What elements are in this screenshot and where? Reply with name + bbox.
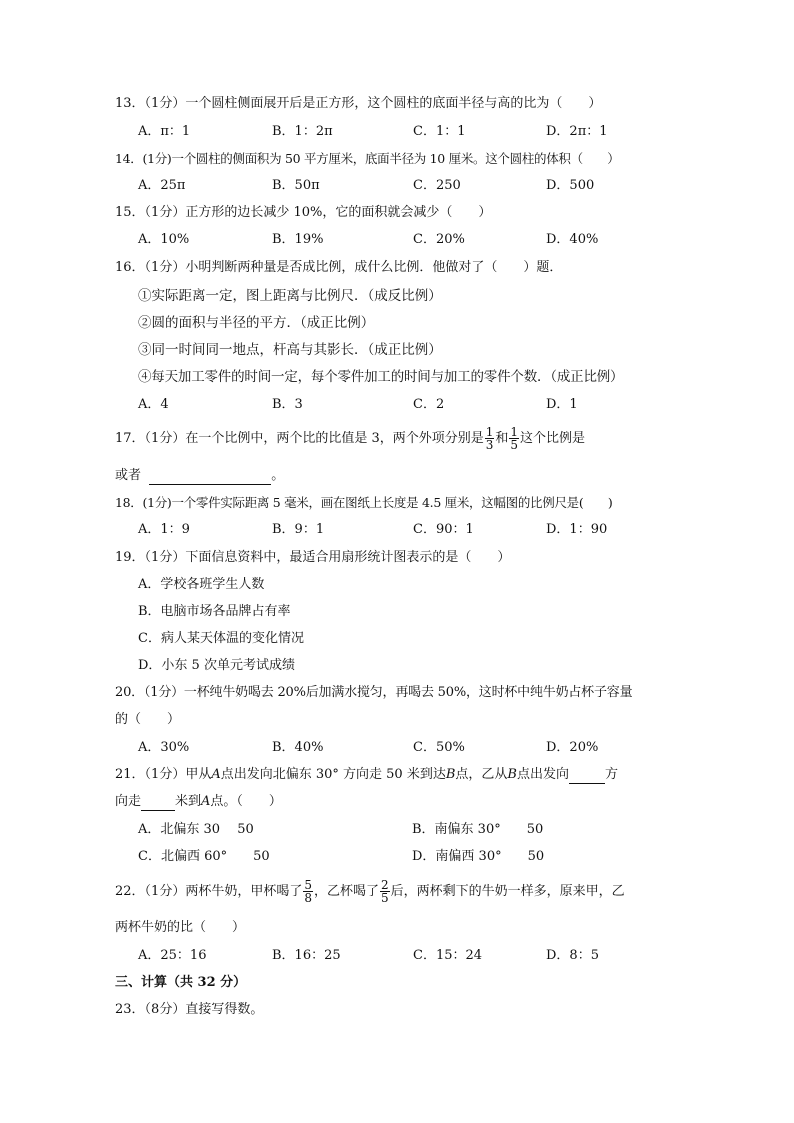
q13-option-b: B．1：2π	[272, 124, 333, 139]
section-3-heading: 三、计算（共 32 分）	[115, 975, 247, 990]
q13-stem: 13．（1分）一个圆柱侧面展开后是正方形，这个圆柱的底面半径与高的比为（ ）	[115, 96, 602, 111]
q14-option-a: A．25π	[138, 178, 186, 193]
q22-option-c: C．15：24	[413, 948, 483, 963]
q17-line-2	[115, 467, 284, 485]
q21-option-c: C．北偏西 60° 50	[138, 849, 270, 864]
q16-item-3: ③同一时间同一地点，杆高与其影长．（成正比例）	[138, 342, 442, 358]
q22-fraction-1: $\frac{5}{8}$	[304, 878, 312, 905]
q21-text-7: 米到	[175, 794, 202, 809]
q17-text-post: 这个比例是	[520, 431, 586, 446]
q18-option-a: A．1：9	[138, 522, 190, 537]
q15-option-b: B．19%	[272, 232, 324, 247]
q14-stem: 14．(1分)一个圆柱的侧面积为 50 平方厘米，底面半径为 10 厘米。这个圆柱的体积（ ）	[115, 151, 620, 166]
q21-point-b-2: B	[507, 767, 517, 782]
q18-option-c: C．90：1	[413, 522, 474, 537]
q17-text-end: 。	[271, 468, 285, 483]
q21-blank-distance[interactable]	[141, 796, 175, 811]
q15-option-c: C．20%	[413, 232, 465, 247]
q14-option-c: C．250	[413, 178, 461, 193]
q19-option-a: A．学校各班学生人数	[138, 577, 265, 592]
q22-text-pre: 22．（1分）两杯牛奶，甲杯喝了	[115, 884, 303, 899]
q17-stem	[115, 424, 585, 454]
q13-option-c: C．1：1	[413, 124, 466, 139]
q22-option-a: A．25：16	[138, 948, 207, 963]
q21-option-b: B．南偏东 30° 50	[412, 822, 544, 837]
q22-option-b: B．16：25	[272, 948, 341, 963]
q20-option-d: D．20%	[546, 740, 599, 755]
q20-option-b: B．40%	[272, 740, 324, 755]
q21-blank-direction[interactable]	[569, 769, 605, 784]
q22-fraction-2: $\frac{2}{5}$	[380, 878, 389, 905]
q19-option-b: B．电脑市场各品牌占有率	[138, 604, 291, 619]
q21-option-a: A．北偏东 30 50	[138, 822, 254, 837]
q16-stem: 16．（1分）小明判断两种量是否成比例，成什么比例．他做对了（ ）题．	[115, 260, 563, 275]
q17-fraction-1: $\frac{1}{3}$	[485, 425, 494, 452]
q20-stem: 20．（1分）一杯纯牛奶喝去 20%后加满水搅匀，再喝去 50%，这时杯中纯牛奶占杯子容量	[115, 685, 633, 700]
q17-text-or: 或者	[115, 468, 142, 483]
q16-item-4: ④每天加工零件的时间一定，每个零件加工的时间与加工的零件个数．（成正比例）	[138, 369, 624, 385]
q22-text-mid: ，乙杯喝了	[313, 884, 379, 899]
q22-option-d: D．8：5	[546, 948, 599, 963]
q22-stem	[115, 876, 625, 908]
q13-option-d: D．2π：1	[546, 124, 608, 139]
q21-point-b: B	[445, 767, 456, 782]
q21-text-2: 点出发向北偏东 30° 方向走 50 米到达	[220, 767, 446, 782]
q17-answer-blank[interactable]	[149, 470, 271, 485]
q17-fraction-2: $\frac{1}{5}$	[510, 425, 519, 452]
q14-option-b: B．50π	[272, 178, 320, 193]
q16-item-2: ②圆的面积与半径的平方．（成正比例）	[138, 315, 375, 331]
q16-item-1: ①实际距离一定，图上距离与比例尺．（成反比例）	[138, 288, 442, 304]
q16-option-d: D．1	[546, 397, 578, 412]
q16-option-a: A．4	[138, 397, 169, 412]
q15-option-a: A．10%	[138, 232, 190, 247]
q18-option-b: B．9：1	[272, 522, 325, 537]
q21-point-a: A	[211, 767, 221, 782]
q17-text-pre: 17．（1分）在一个比例中，两个比的比值是 3，两个外项分别是	[115, 431, 484, 446]
q21-text-1: 21．（1分）甲从	[115, 767, 212, 782]
q14-option-d: D．500	[546, 178, 595, 193]
q21-text-6: 向走	[115, 794, 142, 809]
q16-option-c: C．2	[413, 397, 445, 412]
q16-option-b: B．3	[272, 397, 303, 412]
q17-text-mid: 和	[495, 431, 509, 446]
q20-option-c: C．50%	[413, 740, 465, 755]
q13-option-a: A．π：1	[138, 124, 191, 139]
q19-option-c: C．病人某天体温的变化情况	[138, 631, 304, 646]
q21-text-4: 点出发向	[516, 767, 569, 782]
q22-line-2: 两杯牛奶的比（ ）	[115, 920, 246, 935]
q23-stem: 23．（8分）直接写得数。	[115, 1002, 264, 1017]
q21-point-a-2: A	[201, 794, 211, 809]
q21-text-8: 点。（ ）	[210, 794, 282, 809]
q18-option-d: D．1：90	[546, 522, 608, 537]
q22-text-post: 后，两杯剩下的牛奶一样多，原来甲，乙	[390, 884, 625, 899]
q20-line-2: 的（ ）	[115, 712, 181, 727]
q21-stem	[115, 766, 618, 784]
q15-stem: 15．（1分）正方形的边长减少 10%，它的面积就会减少（ ）	[115, 205, 492, 220]
q15-option-d: D．40%	[546, 232, 599, 247]
q18-stem: 18．(1分)一个零件实际距离 5 毫米，画在图纸上长度是 4.5 厘米，这幅图的比例尺是( )	[115, 495, 613, 510]
q20-option-a: A．30%	[138, 740, 190, 755]
q19-stem: 19．（1分）下面信息资料中，最适合用扇形统计图表示的是（ ）	[115, 550, 511, 565]
q21-option-d: D．南偏西 30° 50	[412, 849, 545, 864]
q21-text-5: 方	[605, 767, 619, 782]
q21-line-2	[115, 793, 282, 811]
q19-option-d: D．小东 5 次单元考试成绩	[138, 658, 295, 673]
q21-text-3: 点，乙从	[455, 767, 508, 782]
